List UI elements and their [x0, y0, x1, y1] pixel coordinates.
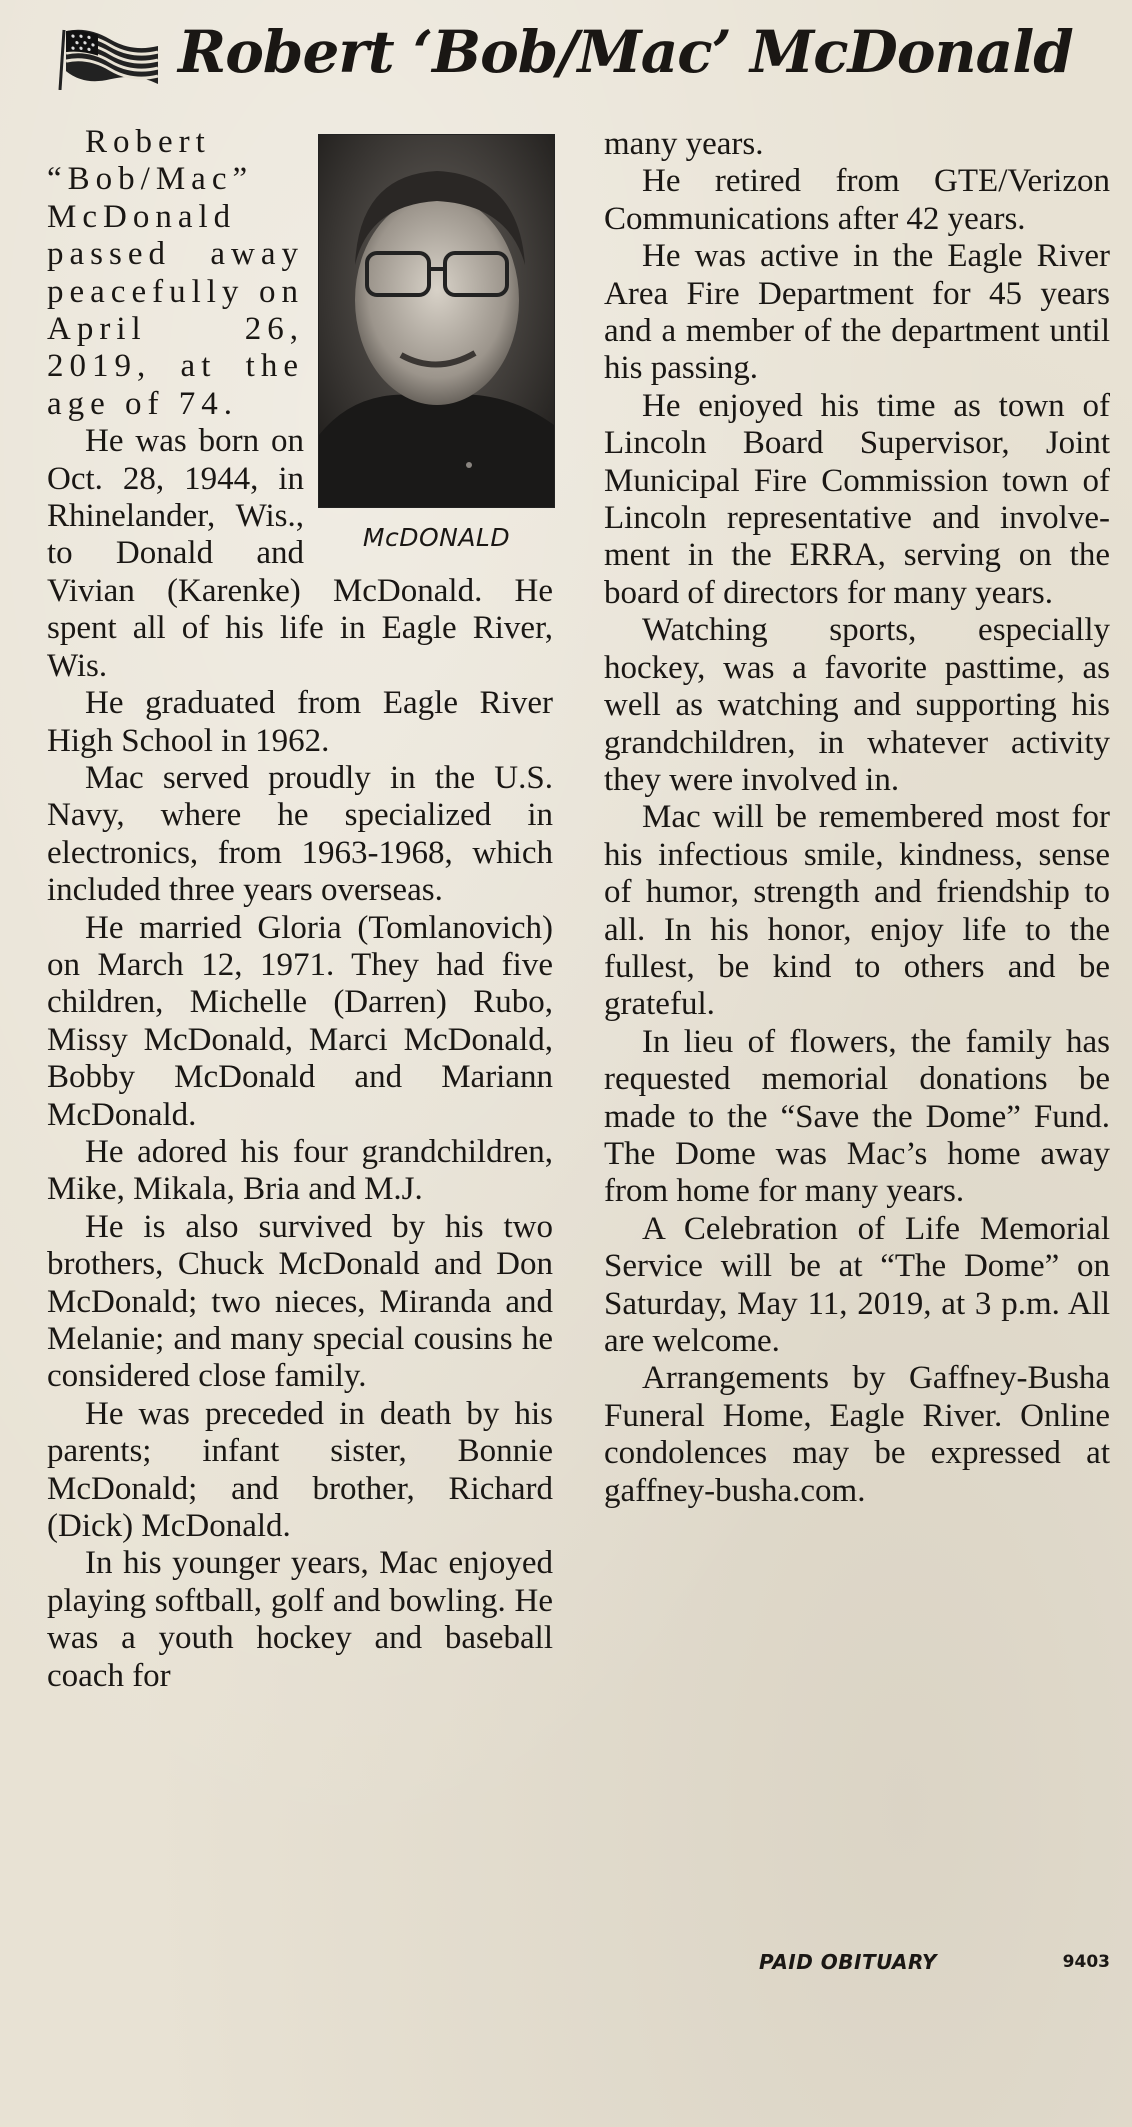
paragraph: Arrangements by Gaffney-Busha Funeral Home, Eagle River. Online condolences may be expressed at gaffney-busha.com.	[604, 1360, 1110, 1509]
portrait-photo	[318, 134, 555, 508]
paragraph: He adored his four grandchildren, Mike, Mikala, Bria and M.J.	[47, 1133, 553, 1208]
paragraph: In his younger years, Mac enjoyed playing softball, golf and bowling. He was a youth hockey and baseball coach for	[47, 1545, 553, 1694]
portrait-image	[319, 135, 554, 507]
american-flag-icon	[58, 26, 162, 90]
paragraph: He enjoyed his time as town of Lincoln Board Supervisor, Joint Municipal Fire Commission town of Lincoln representative and involvement in the ERRA, serving on the board of directors for many years.	[604, 387, 1110, 611]
ad-code: 9403	[1062, 1952, 1110, 1972]
paragraph: He was preceded in death by his parents; infant sister, Bonnie McDonald; and brother, Richard (Dick) McDonald.	[47, 1395, 553, 1545]
paid-obituary-label: PAID OBITUARY	[759, 1950, 938, 1974]
paragraph: Mac will be remembered most for his infectious smile, kindness, sense of humor, strength and friendship to all. In his honor, enjoy life to the fullest, be kind to others and be grateful.	[604, 799, 1110, 1023]
paragraph: He was active in the Eagle River Area Fire Department for 45 years and a member of the department until his passing.	[604, 238, 1110, 387]
paragraph: A Celebration of Life Memorial Service will be at “The Dome” on Saturday, May 11, 2019, at 3 p.m. All are welcome.	[604, 1210, 1110, 1359]
paragraph: Mac served proudly in the U.S. Navy, where he specialized in electronics, from 1963-1968, which included three years overseas.	[47, 759, 553, 909]
paragraph: He married Gloria (Tomlanovich) on March 12, 1971. They had five children, Michelle (Darren) Rubo, Missy McDonald, Marci McDonald, Bobby McDonald and Mariann McDonald.	[47, 909, 553, 1133]
photo-caption: McDONALD	[362, 523, 511, 552]
paragraph-continued: many years.	[604, 126, 764, 162]
paragraph: Robert “Bob/Mac” McDonald passed away peacefully on April 26, 2019, at the age of 74.	[47, 124, 304, 422]
title-row	[0, 0, 1132, 110]
paragraph: In lieu of flowers, the family has requested memorial donations be made to the “Save the Dome” Fund. The Dome was Mac’s home away from home for many years.	[604, 1023, 1110, 1210]
paragraph: He graduated from Eagle River High School in 1962.	[47, 685, 553, 759]
left-column	[47, 124, 553, 1695]
right-column	[604, 126, 1110, 1510]
paragraph: He retired from GTE/Verizon Communications after 42 years.	[604, 163, 1110, 237]
paragraph: He was born on Oct. 28, 1944, in Rhinelander, Wis., to Donald and Vivian (Karenke) McDonald. He spent all of his life in Eagle River, Wis.	[47, 423, 553, 684]
paragraph: He is also survived by his two brothers, Chuck McDonald and Don McDonald; two nieces, Miranda and Melanie; and many special cousins he considered close family.	[47, 1208, 553, 1395]
footer	[604, 1950, 1110, 1990]
paragraph: Watching sports, especially hockey, was a favorite pasttime, as well as watching and supporting his grandchildren, in whatever activity they were involved in.	[604, 612, 1110, 798]
obituary-title: Robert ‘Bob/Mac’ McDonald	[178, 18, 1073, 86]
portrait-block	[318, 134, 555, 564]
